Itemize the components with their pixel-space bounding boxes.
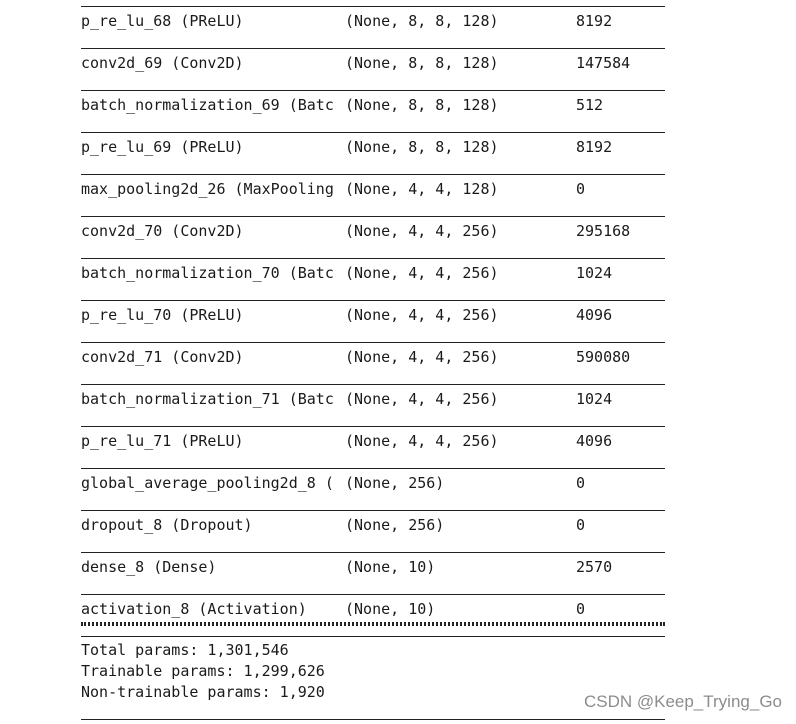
output-shape-cell: (None, 4, 4, 256) [345,390,499,408]
output-shape-cell: (None, 4, 4, 128) [345,180,499,198]
table-row [81,469,665,511]
table-row [81,511,665,553]
table-row [81,301,665,343]
layer-name-cell: global_average_pooling2d_8 ( [81,474,334,492]
param-count-cell: 2570 [576,558,613,576]
output-shape-cell: (None, 4, 4, 256) [345,348,499,366]
table-row [81,133,665,175]
trainable-params: Trainable params: 1,299,626 [81,662,325,680]
param-count-cell: 0 [576,474,586,492]
output-shape-cell: (None, 4, 4, 256) [345,264,499,282]
total-params: Total params: 1,301,546 [81,641,289,659]
layer-table [81,6,665,637]
layer-name-cell: conv2d_71 (Conv2D) [81,348,244,366]
layer-name-cell: conv2d_70 (Conv2D) [81,222,244,240]
table-row [81,217,665,259]
layer-name-cell: batch_normalization_69 (Batc [81,96,334,114]
param-count-cell: 147584 [576,54,631,72]
table-row [81,553,665,595]
layer-name-cell: batch_normalization_71 (Batc [81,390,334,408]
param-count-cell: 1024 [576,264,613,282]
param-count-cell: 1024 [576,390,613,408]
non-trainable-params: Non-trainable params: 1,920 [81,683,325,701]
output-shape-cell: (None, 8, 8, 128) [345,96,499,114]
param-count-cell: 0 [576,180,586,198]
output-shape-cell: (None, 10) [345,600,436,618]
param-count-cell: 512 [576,96,604,114]
table-row [81,259,665,301]
param-count-cell: 0 [576,600,586,618]
layer-name-cell: p_re_lu_71 (PReLU) [81,432,244,450]
param-count-cell: 4096 [576,306,613,324]
param-count-cell: 8192 [576,138,613,156]
layer-name-cell: dropout_8 (Dropout) [81,516,253,534]
output-shape-cell: (None, 8, 8, 128) [345,54,499,72]
output-shape-cell: (None, 256) [345,474,445,492]
layer-name-cell: p_re_lu_69 (PReLU) [81,138,244,156]
param-count-cell: 295168 [576,222,631,240]
layer-name-cell: activation_8 (Activation) [81,600,307,618]
output-shape-cell: (None, 4, 4, 256) [345,222,499,240]
table-row [81,427,665,469]
bottom-divider [81,719,665,720]
output-shape-cell: (None, 256) [345,516,445,534]
output-shape-cell: (None, 10) [345,558,436,576]
layer-name-cell: dense_8 (Dense) [81,558,217,576]
param-count-cell: 4096 [576,432,613,450]
table-row [81,175,665,217]
output-shape-cell: (None, 4, 4, 256) [345,432,499,450]
param-count-cell: 8192 [576,12,613,30]
output-shape-cell: (None, 8, 8, 128) [345,12,499,30]
table-row [81,91,665,133]
summary-separator [81,622,665,626]
csdn-watermark: CSDN @Keep_Trying_Go [583,692,782,711]
param-count-cell: 590080 [576,348,631,366]
table-row [81,343,665,385]
param-count-cell: 0 [576,516,586,534]
layer-name-cell: conv2d_69 (Conv2D) [81,54,244,72]
layer-name-cell: p_re_lu_70 (PReLU) [81,306,244,324]
layer-name-cell: max_pooling2d_26 (MaxPooling [81,180,334,198]
layer-name-cell: p_re_lu_68 (PReLU) [81,12,244,30]
table-row [81,7,665,49]
layer-name-cell: batch_normalization_70 (Batc [81,264,334,282]
params-totals [81,640,325,703]
table-row [81,385,665,427]
table-row [81,49,665,91]
output-shape-cell: (None, 4, 4, 256) [345,306,499,324]
table-row [81,595,665,637]
output-shape-cell: (None, 8, 8, 128) [345,138,499,156]
